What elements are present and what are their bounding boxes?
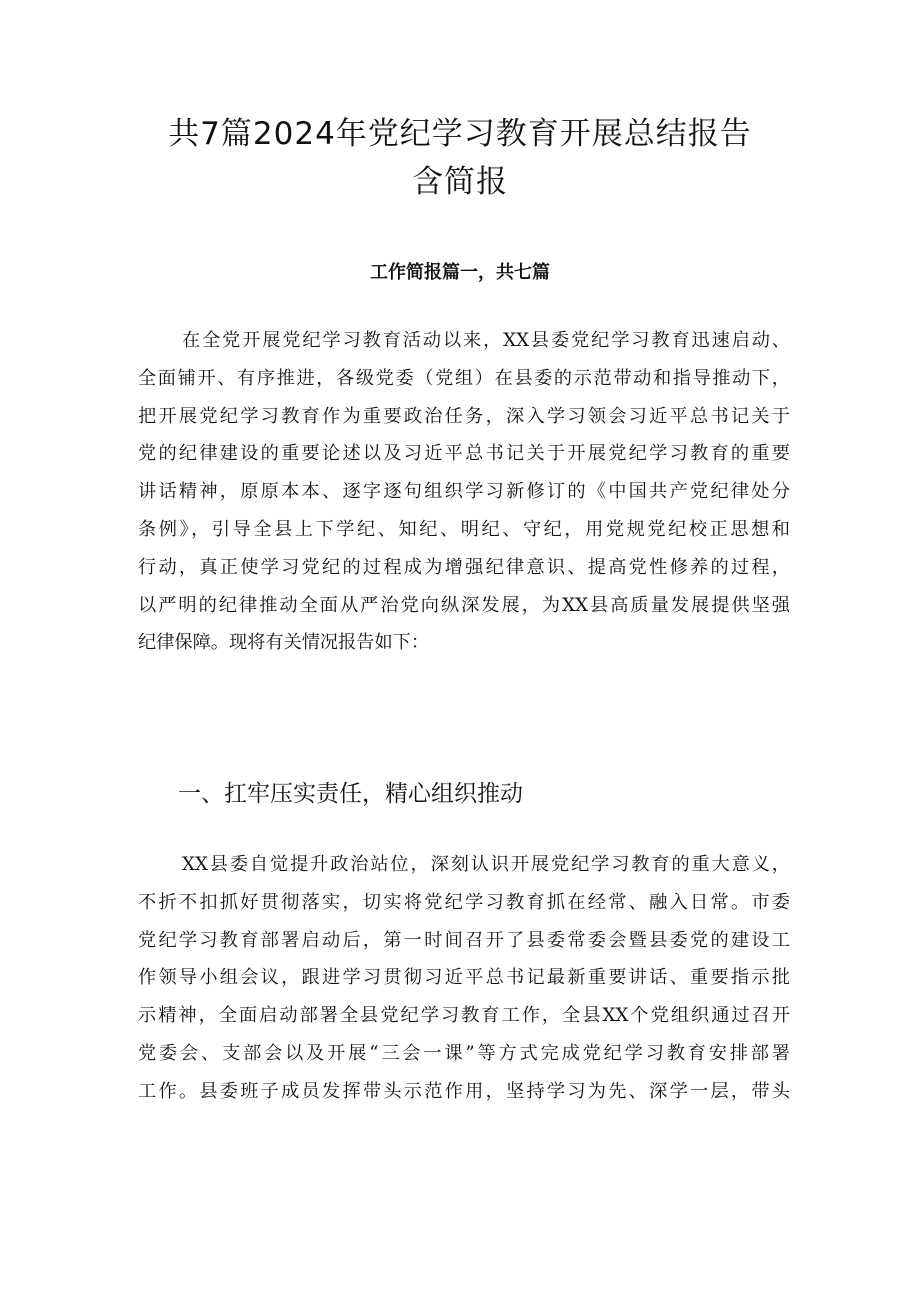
section-heading: 一、扛牢压实责任，精心组织推动: [178, 781, 523, 807]
paragraph-line: 以严明的纪律推动全面从严治党向纵深发展，为XX县高质量发展提供坚强: [138, 594, 790, 616]
paragraph-line: 示精神，全面启动部署全县党纪学习教育工作，全县XX个党组织通过召开: [138, 1005, 790, 1027]
document-title-line-2: 含简报: [412, 164, 508, 200]
paragraph-line: 全面铺开、有序推进，各级党委（党组）在县委的示范带动和指导推动下，: [138, 367, 790, 389]
paragraph-line: 在全党开展党纪学习教育活动以来，XX县委党纪学习教育迅速启动、: [182, 330, 790, 351]
intro-paragraph: [138, 322, 790, 662]
paragraph-line: 党的纪律建设的重要论述以及习近平总书记关于开展党纪学习教育的重要: [138, 443, 790, 465]
document-subtitle: 工作简报篇一，共七篇: [370, 262, 550, 283]
paragraph-line: 纪律保障。现将有关情况报告如下：: [138, 632, 430, 654]
paragraph-line: 条例》，引导全县上下学纪、知纪、明纪、守纪，用党规党纪校正思想和: [138, 518, 790, 540]
section-1-paragraph: [138, 846, 790, 1111]
paragraph-line: 讲话精神，原原本本、逐字逐句组织学习新修订的《中国共产党纪律处分: [138, 481, 790, 503]
paragraph-line: 工作。县委班子成员发挥带头示范作用，坚持学习为先、深学一层，带头: [138, 1080, 790, 1102]
paragraph-line: 把开展党纪学习教育作为重要政治任务，深入学习领会习近平总书记关于: [138, 405, 790, 427]
paragraph-line: 党纪学习教育部署启动后，第一时间召开了县委常委会暨县委党的建设工: [138, 929, 790, 951]
paragraph-line: 作领导小组会议，跟进学习贯彻习近平总书记最新重要讲话、重要指示批: [138, 967, 790, 989]
document-title-line-1: 共7篇2024年党纪学习教育开展总结报告: [168, 116, 752, 152]
paragraph-line: 不折不扣抓好贯彻落实，切实将党纪学习教育抓在经常、融入日常。市委: [138, 891, 790, 913]
paragraph-line: 行动，真正使学习党纪的过程成为增强纪律意识、提高党性修养的过程，: [138, 556, 790, 578]
paragraph-line: XX县委自觉提升政治站位，深刻认识开展党纪学习教育的重大意义，: [182, 854, 790, 875]
paragraph-line: 党委会、支部会以及开展“三会一课”等方式完成党纪学习教育安排部署: [138, 1042, 790, 1064]
